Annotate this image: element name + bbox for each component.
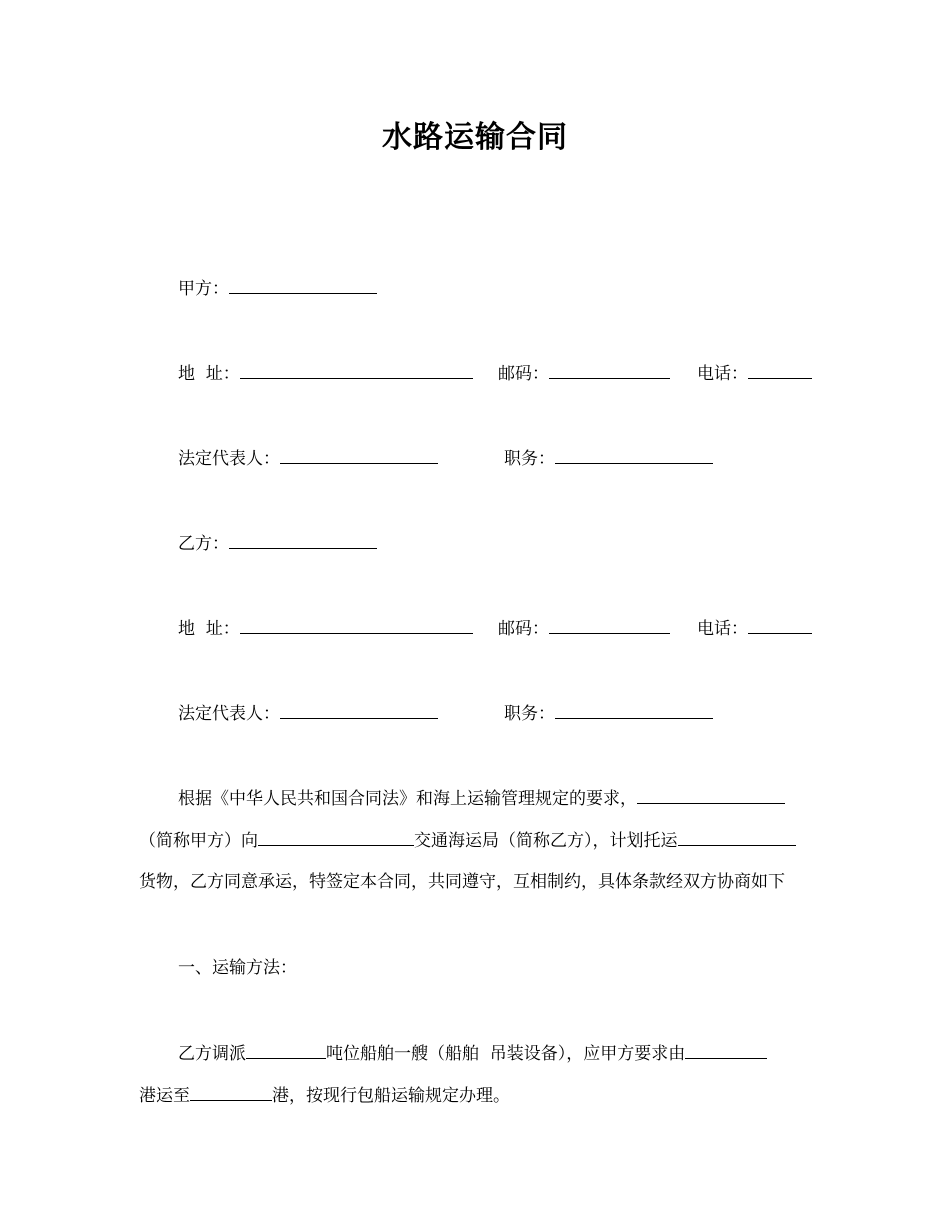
party-b-rep-label: 法定代表人： (178, 704, 280, 724)
party-a-phone-label: 电话： (697, 364, 748, 384)
party-b-address-row (178, 616, 473, 641)
section-1-line-1-text-b: 吨位船舶一艘（船舶 吊装设备），应甲方要求由 (326, 1044, 686, 1064)
intro-bureau-blank[interactable] (258, 828, 414, 846)
party-b-rep-row (178, 701, 438, 726)
party-a-address-blank[interactable] (240, 361, 473, 379)
party-a-position-blank[interactable] (555, 446, 713, 464)
party-b-address-blank[interactable] (240, 616, 473, 634)
origin-port-blank[interactable] (685, 1041, 767, 1059)
tonnage-blank[interactable] (246, 1041, 326, 1059)
section-1-heading: 一、运输方法： (178, 958, 297, 978)
party-a-postcode-blank[interactable] (549, 361, 670, 379)
party-a-row (178, 276, 377, 301)
party-a-address-label: 地 址： (178, 364, 240, 384)
intro-line-1 (178, 786, 785, 811)
section-1-line-1 (178, 1041, 767, 1066)
party-a-rep-label: 法定代表人： (178, 449, 280, 469)
section-1-line-2-text-a: 港运至 (139, 1086, 190, 1106)
section-1-line-2 (139, 1083, 510, 1108)
party-b-position-row (504, 701, 713, 726)
destination-port-blank[interactable] (190, 1083, 272, 1101)
party-a-blank[interactable] (229, 276, 377, 294)
section-1-line-2-text-b: 港，按现行包船运输规定办理。 (272, 1086, 510, 1106)
intro-line-1-text: 根据《中华人民共和国合同法》和海上运输管理规定的要求， (178, 789, 637, 809)
party-a-phone-row (697, 361, 812, 386)
party-b-postcode-blank[interactable] (549, 616, 670, 634)
intro-client-blank[interactable] (637, 786, 785, 804)
party-a-position-row (504, 446, 713, 471)
party-a-label: 甲方： (178, 279, 229, 299)
party-b-row (178, 531, 377, 556)
party-b-label: 乙方： (178, 534, 229, 554)
party-b-position-label: 职务： (504, 704, 555, 724)
party-a-postcode-row (498, 361, 670, 386)
party-b-address-label: 地 址： (178, 619, 240, 639)
party-b-postcode-label: 邮码： (498, 619, 549, 639)
intro-line-3-text: 货物，乙方同意承运，特签定本合同，共同遵守，互相制约，具体条款经双方协商如下 (139, 872, 785, 892)
party-b-phone-row (697, 616, 812, 641)
intro-line-3 (139, 870, 785, 894)
intro-line-2-text-a: （简称甲方）向 (139, 831, 258, 851)
section-1-line-1-text-a: 乙方调派 (178, 1044, 246, 1064)
party-a-rep-row (178, 446, 438, 471)
party-a-position-label: 职务： (504, 449, 555, 469)
document-title: 水路运输合同 (382, 120, 568, 155)
party-b-phone-blank[interactable] (748, 616, 812, 634)
intro-line-2 (139, 828, 796, 853)
party-b-postcode-row (498, 616, 670, 641)
party-b-phone-label: 电话： (697, 619, 748, 639)
intro-cargo-blank[interactable] (678, 828, 796, 846)
party-a-address-row (178, 361, 473, 386)
party-a-postcode-label: 邮码： (498, 364, 549, 384)
party-b-position-blank[interactable] (555, 701, 713, 719)
party-b-blank[interactable] (229, 531, 377, 549)
party-a-phone-blank[interactable] (748, 361, 812, 379)
intro-line-2-text-b: 交通海运局（简称乙方），计划托运 (414, 831, 678, 851)
party-b-rep-blank[interactable] (280, 701, 438, 719)
party-a-rep-blank[interactable] (280, 446, 438, 464)
